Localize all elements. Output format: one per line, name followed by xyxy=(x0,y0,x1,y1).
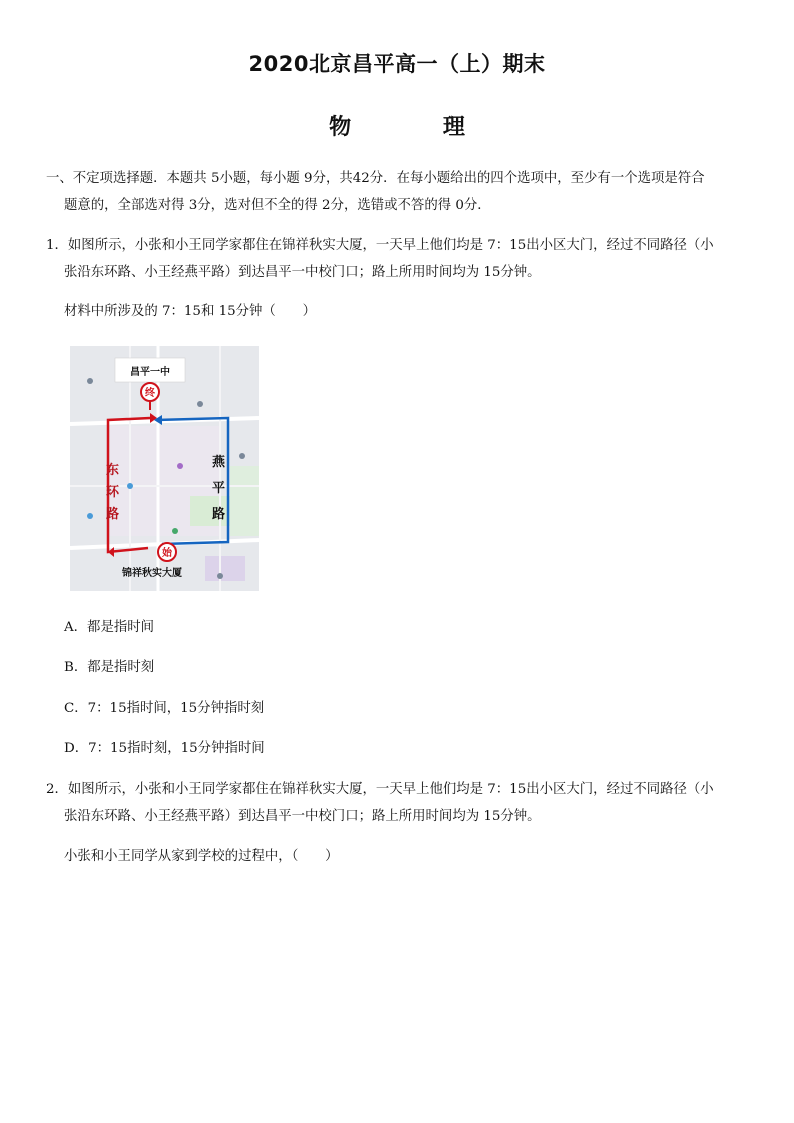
question-2 xyxy=(46,776,752,830)
question-1-stem: 材料中所涉及的 7：15和 15分钟（ ） xyxy=(64,304,316,319)
route-map-figure xyxy=(70,346,259,591)
school-label: 昌平一中 xyxy=(130,367,170,378)
start-marker: 始 xyxy=(162,548,172,559)
page-title: 2020北京昌平高一（上）期末 xyxy=(248,52,546,76)
end-marker: 终 xyxy=(145,388,155,399)
subject-heading: 物 理 xyxy=(329,115,507,140)
section-instructions xyxy=(46,165,752,219)
road-label-east-ring: 东 环 路 xyxy=(106,463,120,522)
option-a: A．都是指时间 xyxy=(64,620,155,635)
question-2-line-2: 张沿东环路、小王经燕平路）到达昌平一中校门口；路上所用时间均为 15分钟。 xyxy=(64,809,541,824)
option-b: B．都是指时刻 xyxy=(64,660,155,675)
question-2-line-1: 2．如图所示，小张和小王同学家都住在锦祥秋实大厦，一天早上他们均是 7：15出小区大门，经过不同路径（小 xyxy=(46,782,714,797)
question-1-line-2: 张沿东环路、小王经燕平路）到达昌平一中校门口；路上所用时间均为 15分钟。 xyxy=(64,265,541,280)
section-line-2: 题意的，全部选对得 3分，选对但不全的得 2分，选错或不答的得 0分． xyxy=(64,198,491,213)
option-c: C．7：15指时间，15分钟指时刻 xyxy=(64,701,265,716)
question-2-stem: 小张和小王同学从家到学校的过程中，（ ） xyxy=(64,849,339,864)
road-label-yanping: 燕 平 路 xyxy=(212,455,226,522)
option-d: D．7：15指时刻，15分钟指时间 xyxy=(64,741,265,756)
question-1-line-1: 1．如图所示，小张和小王同学家都住在锦祥秋实大厦，一天早上他们均是 7：15出小区大门，经过不同路径（小 xyxy=(46,238,714,253)
section-line-1: 一、不定项选择题．本题共 5小题，每小题 9分，共42分．在每小题给出的四个选项中，至少有一个选项是符合 xyxy=(46,171,705,186)
question-1 xyxy=(46,232,752,286)
start-label: 锦祥秋实大厦 xyxy=(122,568,182,579)
